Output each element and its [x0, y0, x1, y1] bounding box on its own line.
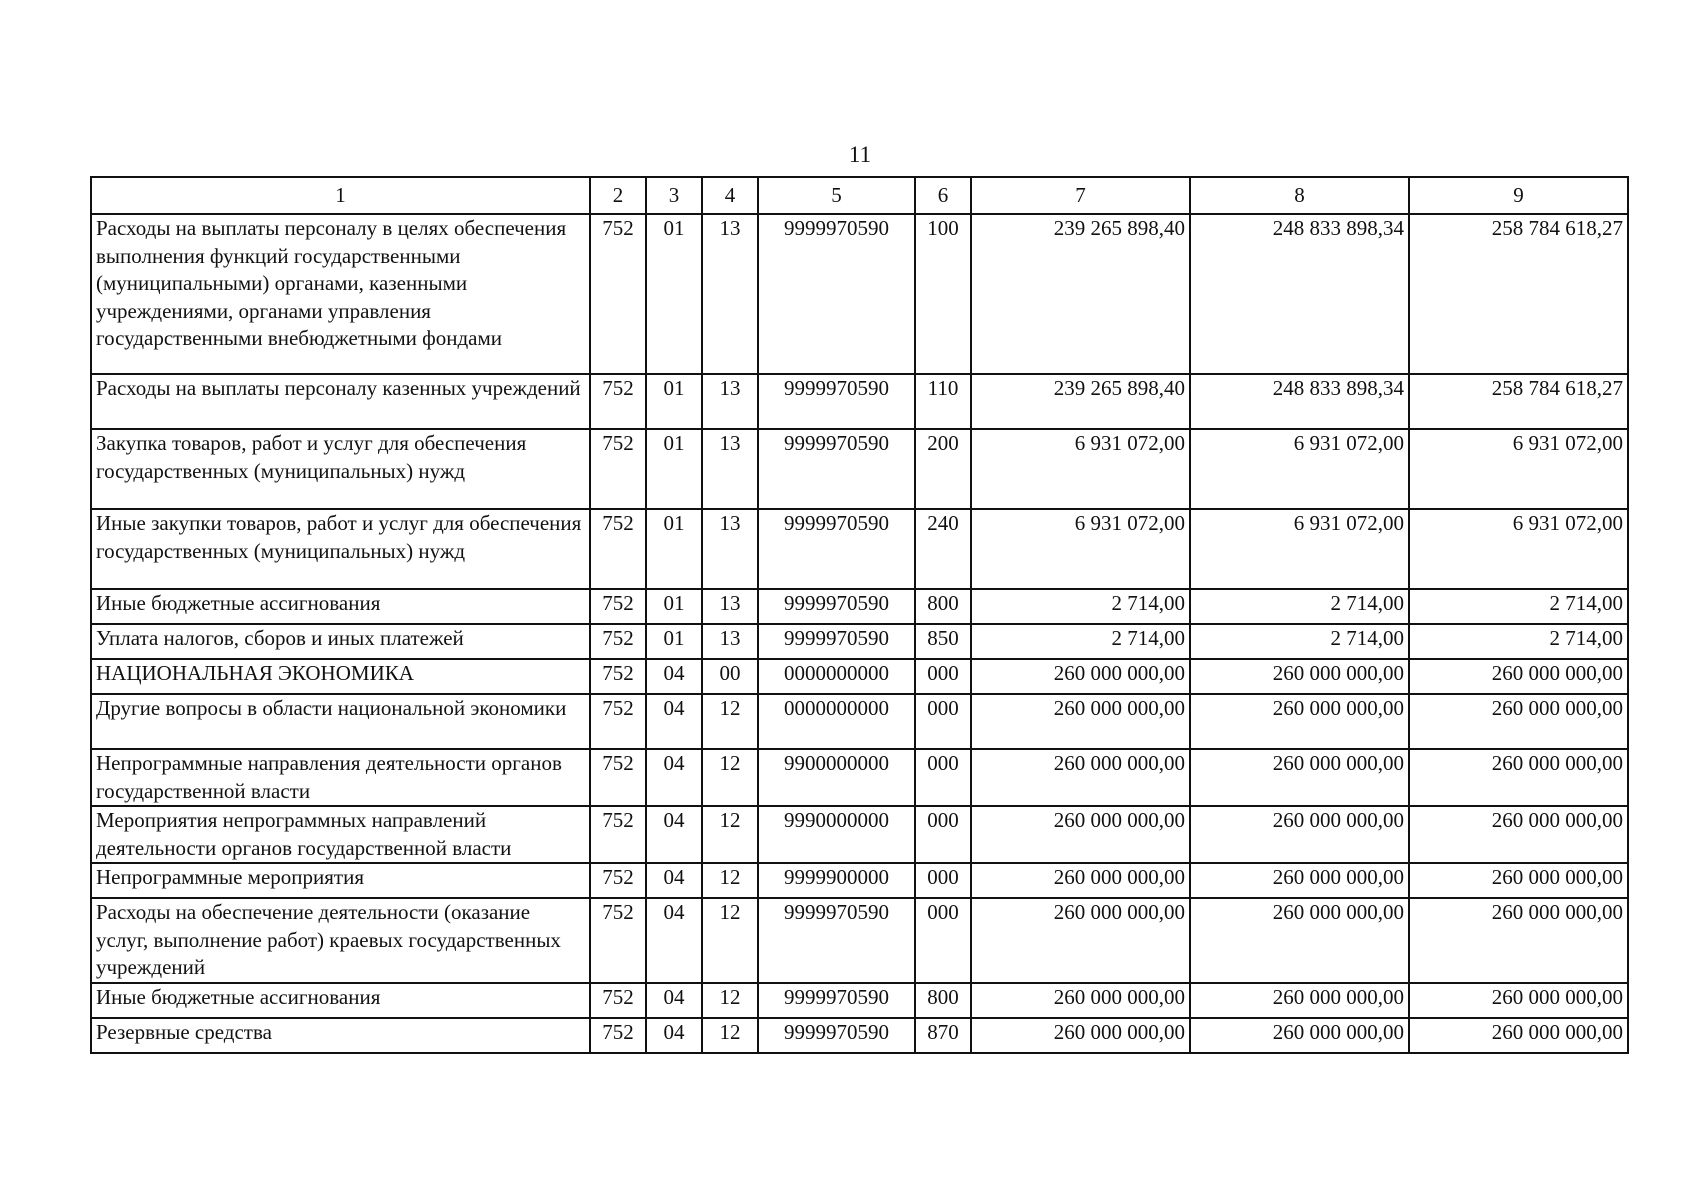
amount-col-8-cell: 6 931 072,00 [1190, 429, 1409, 509]
section-code-cell: 01 [646, 624, 702, 659]
subsection-code-cell: 12 [702, 1018, 758, 1053]
admin-code-cell: 752 [590, 806, 646, 863]
target-article-cell: 9999970590 [758, 589, 915, 624]
expense-type-cell: 000 [915, 898, 971, 983]
amount-col-9-cell: 260 000 000,00 [1409, 1018, 1628, 1053]
subsection-code-cell: 13 [702, 214, 758, 374]
expense-type-cell: 000 [915, 659, 971, 694]
amount-col-7-cell: 260 000 000,00 [971, 659, 1190, 694]
target-article-cell: 9990000000 [758, 806, 915, 863]
expense-type-cell: 000 [915, 694, 971, 749]
expense-name-cell: Закупка товаров, работ и услуг для обеспечения государственных (муниципальных) нужд [91, 429, 590, 509]
header-col-6: 6 [915, 177, 971, 214]
amount-col-9-cell: 260 000 000,00 [1409, 659, 1628, 694]
subsection-code-cell: 13 [702, 509, 758, 589]
expense-type-cell: 000 [915, 863, 971, 898]
header-col-4: 4 [702, 177, 758, 214]
expense-name-cell: Иные закупки товаров, работ и услуг для обеспечения государственных (муниципальных) нужд [91, 509, 590, 589]
section-code-cell: 04 [646, 659, 702, 694]
target-article-cell: 9999900000 [758, 863, 915, 898]
expense-type-cell: 200 [915, 429, 971, 509]
table-row [91, 1018, 1628, 1053]
amount-col-7-cell: 260 000 000,00 [971, 863, 1190, 898]
expense-name-cell: Резервные средства [91, 1018, 590, 1053]
header-col-8: 8 [1190, 177, 1409, 214]
amount-col-8-cell: 248 833 898,34 [1190, 214, 1409, 374]
subsection-code-cell: 12 [702, 806, 758, 863]
amount-col-8-cell: 2 714,00 [1190, 589, 1409, 624]
table-row [91, 374, 1628, 429]
target-article-cell: 9999970590 [758, 509, 915, 589]
budget-table [90, 176, 1629, 1054]
amount-col-9-cell: 258 784 618,27 [1409, 374, 1628, 429]
section-code-cell: 01 [646, 214, 702, 374]
section-code-cell: 04 [646, 1018, 702, 1053]
amount-col-9-cell: 260 000 000,00 [1409, 898, 1628, 983]
admin-code-cell: 752 [590, 429, 646, 509]
subsection-code-cell: 13 [702, 589, 758, 624]
admin-code-cell: 752 [590, 659, 646, 694]
amount-col-8-cell: 260 000 000,00 [1190, 694, 1409, 749]
admin-code-cell: 752 [590, 509, 646, 589]
header-col-3: 3 [646, 177, 702, 214]
admin-code-cell: 752 [590, 624, 646, 659]
target-article-cell: 0000000000 [758, 659, 915, 694]
amount-col-7-cell: 260 000 000,00 [971, 983, 1190, 1018]
amount-col-9-cell: 260 000 000,00 [1409, 749, 1628, 806]
table-row [91, 214, 1628, 374]
amount-col-8-cell: 260 000 000,00 [1190, 749, 1409, 806]
table-row [91, 659, 1628, 694]
section-code-cell: 01 [646, 374, 702, 429]
subsection-code-cell: 13 [702, 429, 758, 509]
expense-type-cell: 100 [915, 214, 971, 374]
expense-type-cell: 240 [915, 509, 971, 589]
admin-code-cell: 752 [590, 214, 646, 374]
section-code-cell: 01 [646, 429, 702, 509]
target-article-cell: 9900000000 [758, 749, 915, 806]
amount-col-7-cell: 2 714,00 [971, 624, 1190, 659]
section-code-cell: 01 [646, 589, 702, 624]
amount-col-7-cell: 260 000 000,00 [971, 749, 1190, 806]
table-row [91, 983, 1628, 1018]
amount-col-8-cell: 2 714,00 [1190, 624, 1409, 659]
amount-col-7-cell: 260 000 000,00 [971, 806, 1190, 863]
section-code-cell: 04 [646, 749, 702, 806]
target-article-cell: 0000000000 [758, 694, 915, 749]
table-row [91, 624, 1628, 659]
amount-col-8-cell: 260 000 000,00 [1190, 806, 1409, 863]
amount-col-9-cell: 6 931 072,00 [1409, 509, 1628, 589]
amount-col-8-cell: 248 833 898,34 [1190, 374, 1409, 429]
admin-code-cell: 752 [590, 1018, 646, 1053]
section-code-cell: 04 [646, 806, 702, 863]
header-col-9: 9 [1409, 177, 1628, 214]
header-col-1: 1 [91, 177, 590, 214]
amount-col-9-cell: 260 000 000,00 [1409, 806, 1628, 863]
section-code-cell: 04 [646, 863, 702, 898]
target-article-cell: 9999970590 [758, 374, 915, 429]
section-code-cell: 01 [646, 509, 702, 589]
header-col-2: 2 [590, 177, 646, 214]
target-article-cell: 9999970590 [758, 624, 915, 659]
target-article-cell: 9999970590 [758, 983, 915, 1018]
page-number: 11 [848, 142, 872, 167]
expense-name-cell: НАЦИОНАЛЬНАЯ ЭКОНОМИКА [91, 659, 590, 694]
amount-col-9-cell: 6 931 072,00 [1409, 429, 1628, 509]
expense-type-cell: 800 [915, 983, 971, 1018]
section-code-cell: 04 [646, 898, 702, 983]
expense-type-cell: 000 [915, 806, 971, 863]
amount-col-7-cell: 260 000 000,00 [971, 1018, 1190, 1053]
amount-col-8-cell: 260 000 000,00 [1190, 1018, 1409, 1053]
amount-col-9-cell: 260 000 000,00 [1409, 983, 1628, 1018]
subsection-code-cell: 00 [702, 659, 758, 694]
amount-col-9-cell: 260 000 000,00 [1409, 694, 1628, 749]
amount-col-9-cell: 258 784 618,27 [1409, 214, 1628, 374]
expense-name-cell: Мероприятия непрограммных направлений деятельности органов государственной власти [91, 806, 590, 863]
amount-col-7-cell: 6 931 072,00 [971, 509, 1190, 589]
expense-type-cell: 110 [915, 374, 971, 429]
subsection-code-cell: 12 [702, 863, 758, 898]
expense-name-cell: Уплата налогов, сборов и иных платежей [91, 624, 590, 659]
table-body [91, 214, 1628, 1053]
expense-name-cell: Иные бюджетные ассигнования [91, 589, 590, 624]
target-article-cell: 9999970590 [758, 429, 915, 509]
amount-col-7-cell: 6 931 072,00 [971, 429, 1190, 509]
table-row [91, 898, 1628, 983]
expense-name-cell: Непрограммные мероприятия [91, 863, 590, 898]
table-row [91, 429, 1628, 509]
subsection-code-cell: 12 [702, 898, 758, 983]
amount-col-7-cell: 260 000 000,00 [971, 898, 1190, 983]
admin-code-cell: 752 [590, 898, 646, 983]
expense-name-cell: Расходы на обеспечение деятельности (оказание услуг, выполнение работ) краевых государственных учреждений [91, 898, 590, 983]
subsection-code-cell: 12 [702, 749, 758, 806]
expense-name-cell: Расходы на выплаты персоналу казенных учреждений [91, 374, 590, 429]
amount-col-8-cell: 6 931 072,00 [1190, 509, 1409, 589]
table-row [91, 589, 1628, 624]
expense-name-cell: Иные бюджетные ассигнования [91, 983, 590, 1018]
expense-type-cell: 850 [915, 624, 971, 659]
admin-code-cell: 752 [590, 589, 646, 624]
amount-col-8-cell: 260 000 000,00 [1190, 983, 1409, 1018]
target-article-cell: 9999970590 [758, 898, 915, 983]
subsection-code-cell: 12 [702, 983, 758, 1018]
admin-code-cell: 752 [590, 374, 646, 429]
table-row [91, 806, 1628, 863]
expense-name-cell: Непрограммные направления деятельности органов государственной власти [91, 749, 590, 806]
subsection-code-cell: 13 [702, 624, 758, 659]
admin-code-cell: 752 [590, 694, 646, 749]
amount-col-9-cell: 2 714,00 [1409, 589, 1628, 624]
header-col-7: 7 [971, 177, 1190, 214]
amount-col-7-cell: 239 265 898,40 [971, 374, 1190, 429]
amount-col-8-cell: 260 000 000,00 [1190, 659, 1409, 694]
section-code-cell: 04 [646, 694, 702, 749]
subsection-code-cell: 12 [702, 694, 758, 749]
target-article-cell: 9999970590 [758, 214, 915, 374]
amount-col-8-cell: 260 000 000,00 [1190, 863, 1409, 898]
admin-code-cell: 752 [590, 983, 646, 1018]
expense-name-cell: Другие вопросы в области национальной экономики [91, 694, 590, 749]
header-col-5: 5 [758, 177, 915, 214]
expense-name-cell: Расходы на выплаты персоналу в целях обеспечения выполнения функций государственными (муниципальными) органами, казенными учреждениями, органами управления государственными внебюджетными фондами [91, 214, 590, 374]
table-row [91, 749, 1628, 806]
amount-col-7-cell: 239 265 898,40 [971, 214, 1190, 374]
amount-col-7-cell: 260 000 000,00 [971, 694, 1190, 749]
header-row [91, 177, 1628, 214]
table-row [91, 863, 1628, 898]
amount-col-7-cell: 2 714,00 [971, 589, 1190, 624]
amount-col-9-cell: 260 000 000,00 [1409, 863, 1628, 898]
table-row [91, 694, 1628, 749]
amount-col-9-cell: 2 714,00 [1409, 624, 1628, 659]
expense-type-cell: 800 [915, 589, 971, 624]
expense-type-cell: 000 [915, 749, 971, 806]
amount-col-8-cell: 260 000 000,00 [1190, 898, 1409, 983]
target-article-cell: 9999970590 [758, 1018, 915, 1053]
table-row [91, 509, 1628, 589]
admin-code-cell: 752 [590, 863, 646, 898]
admin-code-cell: 752 [590, 749, 646, 806]
expense-type-cell: 870 [915, 1018, 971, 1053]
section-code-cell: 04 [646, 983, 702, 1018]
subsection-code-cell: 13 [702, 374, 758, 429]
